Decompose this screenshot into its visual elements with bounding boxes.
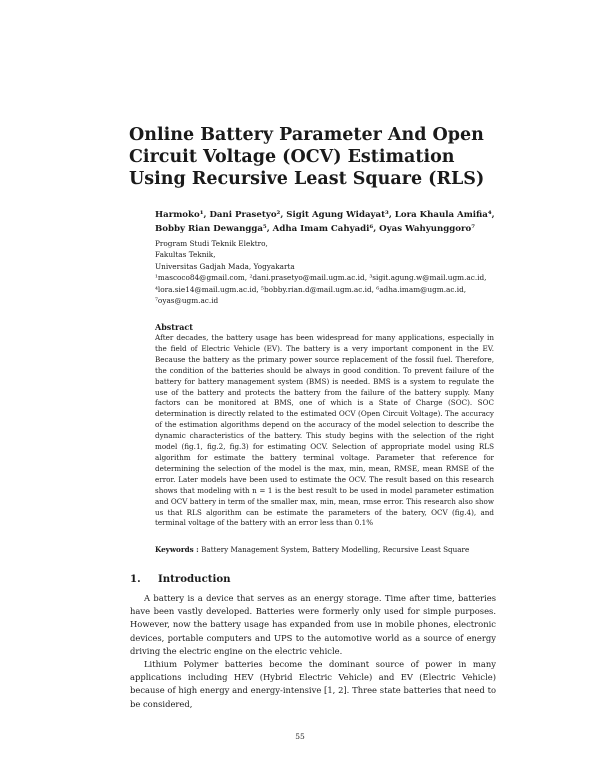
affiliation-line: Universitas Gadjah Mada, Yogyakarta — [155, 261, 295, 271]
page-number: 55 — [295, 732, 305, 741]
affiliation-block — [155, 238, 495, 306]
email-line: ⁴lora.sie14@mail.ugm.ac.id, ⁵bobby.rian.d@mail.ugm.ac.id, ⁶adha.imam@ugm.ac.id, — [155, 284, 467, 294]
affiliation-line: Fakultas Teknik, — [155, 250, 216, 260]
body-paragraph: Lithium Polymer batteries become the dominant source of power in many applications including HEV (Hybrid Electric Vehicle) and EV (Electric Vehicle) because of high energy and energy-intensive [1, 2]. Three state batteries that need to be considered, — [130, 659, 496, 709]
section-title: Introduction — [158, 573, 231, 585]
keywords-label: Keywords : — [155, 545, 199, 554]
abstract-text: After decades, the battery usage has been widespread for many applications, especially in the field of Electric Vehicle (EV). The battery is a very important component in the EV. Because the battery as the primary power source replacement of the fossil fuel. Therefore, the condition of the batteries should be always in good condition. To prevent failure of the battery for battery management system (BMS) is needed. BMS is a system to regulate the use of the battery and protects the battery from the failure of the battery supply. Many factors can be monitored at BMS, one of which is a State of Charge (SOC). SOC determination is directly related to the estimated OCV (Open Circuit Voltage). The accuracy of the estimation algorithms depend on the accuracy of the model selection to describe the dynamic characteristics of the battery. This study begins with the selection of the right model (fig.1, fig.2, fig.3) for estimating OCV. Selection of appropriate model using RLS algorithm for estimate the battery terminal voltage. Parameter that reference for determining the selection of the model is the max, min, mean, RMSE, mean RMSE of the error. Later models have been used to estimate the OCV. The result based on this research shows that modeling with n = 1 is the best result to be used in model parameter estimation and OCV battery in term of the smaller max, min, mean, rmse error. This research also show us that RLS algorithm can be estimate the parameters of the batery, OCV (fig.4), and terminal voltage of the battery with an error less than 0.1% — [155, 333, 494, 528]
keywords-text: Battery Management System, Battery Modelling, Recursive Least Square — [198, 545, 470, 554]
abstract-heading: Abstract — [155, 322, 193, 332]
section-heading — [130, 573, 231, 585]
section-number: 1. — [130, 573, 141, 585]
affiliation-line: Program Studi Teknik Elektro, — [155, 239, 268, 248]
body-paragraph: A battery is a device that serves as an energy storage. Time after time, batteries have been vastly developed. Batteries were formerly only used for simple purposes. However, now the battery usage has expanded from use in mobile phones, electronic devices, portable computers and UPS to the automotive world as a source of energy driving the electric engine on the electric vehicle. — [130, 593, 496, 656]
email-line: ¹mascoco84@gmail.com, ²dani.prasetyo@mail.ugm.ac.id, ³sigit.agung.w@mail.ugm.ac.id, — [155, 273, 487, 283]
keywords — [155, 544, 495, 555]
email-line: ⁷oyas@ugm.ac.id — [155, 296, 219, 306]
paper-title: Online Battery Parameter And Open Circuit Voltage (OCV) Estimation Using Recursive Least Square (RLS) — [129, 125, 485, 189]
author-list: Harmoko¹, Dani Prasetyo², Sigit Agung Widayat³, Lora Khaula Amifia⁴, Bobby Rian Dewangga⁵, Adha Imam Cahyadi⁶, Oyas Wahyunggoro⁷ — [155, 210, 495, 234]
